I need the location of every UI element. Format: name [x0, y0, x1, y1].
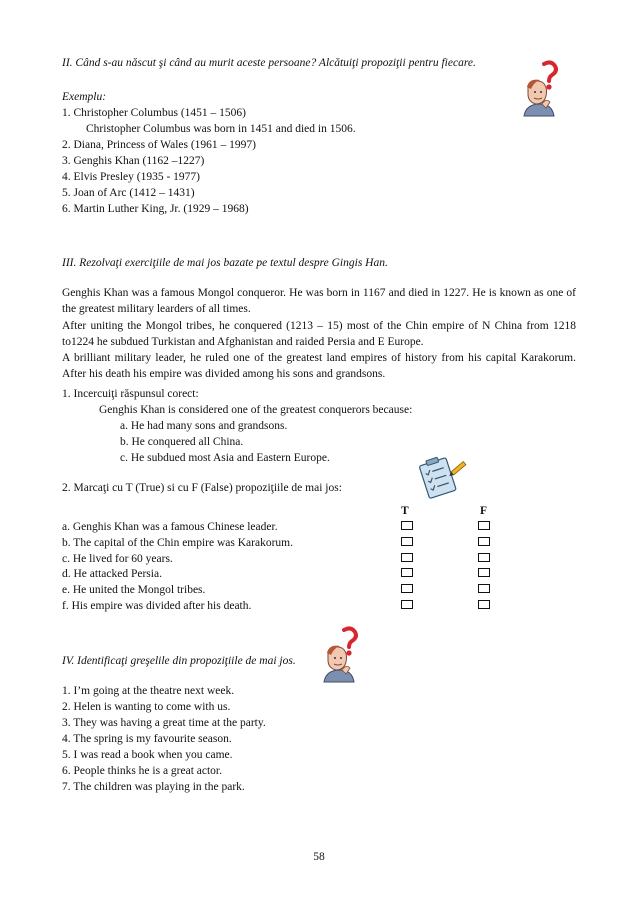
page-number: 58 — [313, 851, 325, 863]
statement-d: d. He attacked Persia. — [62, 568, 162, 580]
list-item: 5. Joan of Arc (1412 – 1431) — [62, 187, 195, 199]
true-checkbox-a[interactable] — [401, 521, 413, 530]
example-answer: Christopher Columbus was born in 1451 and died in 1506. — [86, 123, 356, 135]
question2-label: 2. Marcaţi cu T (True) si cu F (False) propoziţiile de mai jos: — [62, 482, 342, 494]
false-checkbox-e[interactable] — [478, 584, 490, 593]
paragraph: Genghis Khan was a famous Mongol conqueror. He was born in 1167 and died in 1227. He is known as one of the greatest military learders of all times. — [62, 287, 576, 316]
section4-heading: IV. Identificaţi greşelile din propoziţiile de mai jos. — [62, 655, 296, 667]
question1-label: 1. Incercuiţi răspunsul corect: — [62, 388, 199, 400]
example-item: 1. Christopher Columbus (1451 – 1506) — [62, 107, 246, 119]
list-item: 7. The children was playing in the park. — [62, 781, 245, 793]
paragraph: After uniting the Mongol tribes, he conquered (1213 – 15) most of the Chin empire of N China from 1218 to1224 he subdued Turkistan and Afghanistan and raided Persia and E Europe. — [62, 319, 576, 348]
statement-e: e. He united the Mongol tribes. — [62, 584, 206, 596]
false-column-header: F — [480, 505, 488, 517]
true-checkbox-f[interactable] — [401, 600, 413, 609]
answer-option-a[interactable]: a. He had many sons and grandsons. — [120, 420, 288, 432]
list-item: 1. I’m going at the theatre next week. — [62, 685, 235, 697]
true-checkbox-c[interactable] — [401, 553, 413, 562]
false-checkbox-c[interactable] — [478, 553, 490, 562]
true-checkbox-d[interactable] — [401, 568, 413, 577]
thinking-person-icon — [522, 60, 562, 116]
false-checkbox-a[interactable] — [478, 521, 490, 530]
list-item: 6. Martin Luther King, Jr. (1929 – 1968) — [62, 203, 249, 215]
list-item: 3. They was having a great time at the party. — [62, 717, 266, 729]
true-column-header: T — [401, 505, 409, 517]
paragraph: A brilliant military leader, he ruled one of the greatest land empires of history from his capital Karakorum. After his death his empire was divided among his sons and grandsons. — [62, 352, 576, 381]
false-checkbox-b[interactable] — [478, 537, 490, 546]
question1-stem: Genghis Khan is considered one of the greatest conquerors because: — [99, 404, 413, 416]
list-item: 6. People thinks he is a great actor. — [62, 765, 223, 777]
list-item: 3. Genghis Khan (1162 –1227) — [62, 155, 205, 167]
answer-option-b[interactable]: b. He conquered all China. — [120, 436, 244, 448]
true-checkbox-b[interactable] — [401, 537, 413, 546]
false-checkbox-d[interactable] — [478, 568, 490, 577]
true-checkbox-e[interactable] — [401, 584, 413, 593]
section2-heading: II. Când s-au născut şi când au murit aceste persoane? Alcătuiţi propoziţii pentru fiecare. — [62, 57, 476, 69]
list-item: 2. Diana, Princess of Wales (1961 – 1997) — [62, 139, 257, 151]
list-item: 4. Elvis Presley (1935 - 1977) — [62, 171, 200, 183]
statement-b: b. The capital of the Chin empire was Karakorum. — [62, 537, 293, 549]
list-item: 5. I was read a book when you came. — [62, 749, 233, 761]
list-item: 2. Helen is wanting to come with us. — [62, 701, 231, 713]
thinking-person-icon — [322, 626, 362, 682]
example-label: Exemplu: — [62, 91, 107, 103]
checklist-pencil-icon — [414, 455, 468, 499]
section3-heading: III. Rezolvaţi exerciţiile de mai jos bazate pe textul despre Gingis Han. — [62, 257, 388, 269]
statement-a: a. Genghis Khan was a famous Chinese leader. — [62, 521, 278, 533]
statement-f: f. His empire was divided after his death. — [62, 600, 252, 612]
reading-text — [62, 285, 576, 383]
list-item: 4. The spring is my favourite season. — [62, 733, 232, 745]
statement-c: c. He lived for 60 years. — [62, 553, 173, 565]
answer-option-c[interactable]: c. He subdued most Asia and Eastern Europe. — [120, 452, 330, 464]
false-checkbox-f[interactable] — [478, 600, 490, 609]
